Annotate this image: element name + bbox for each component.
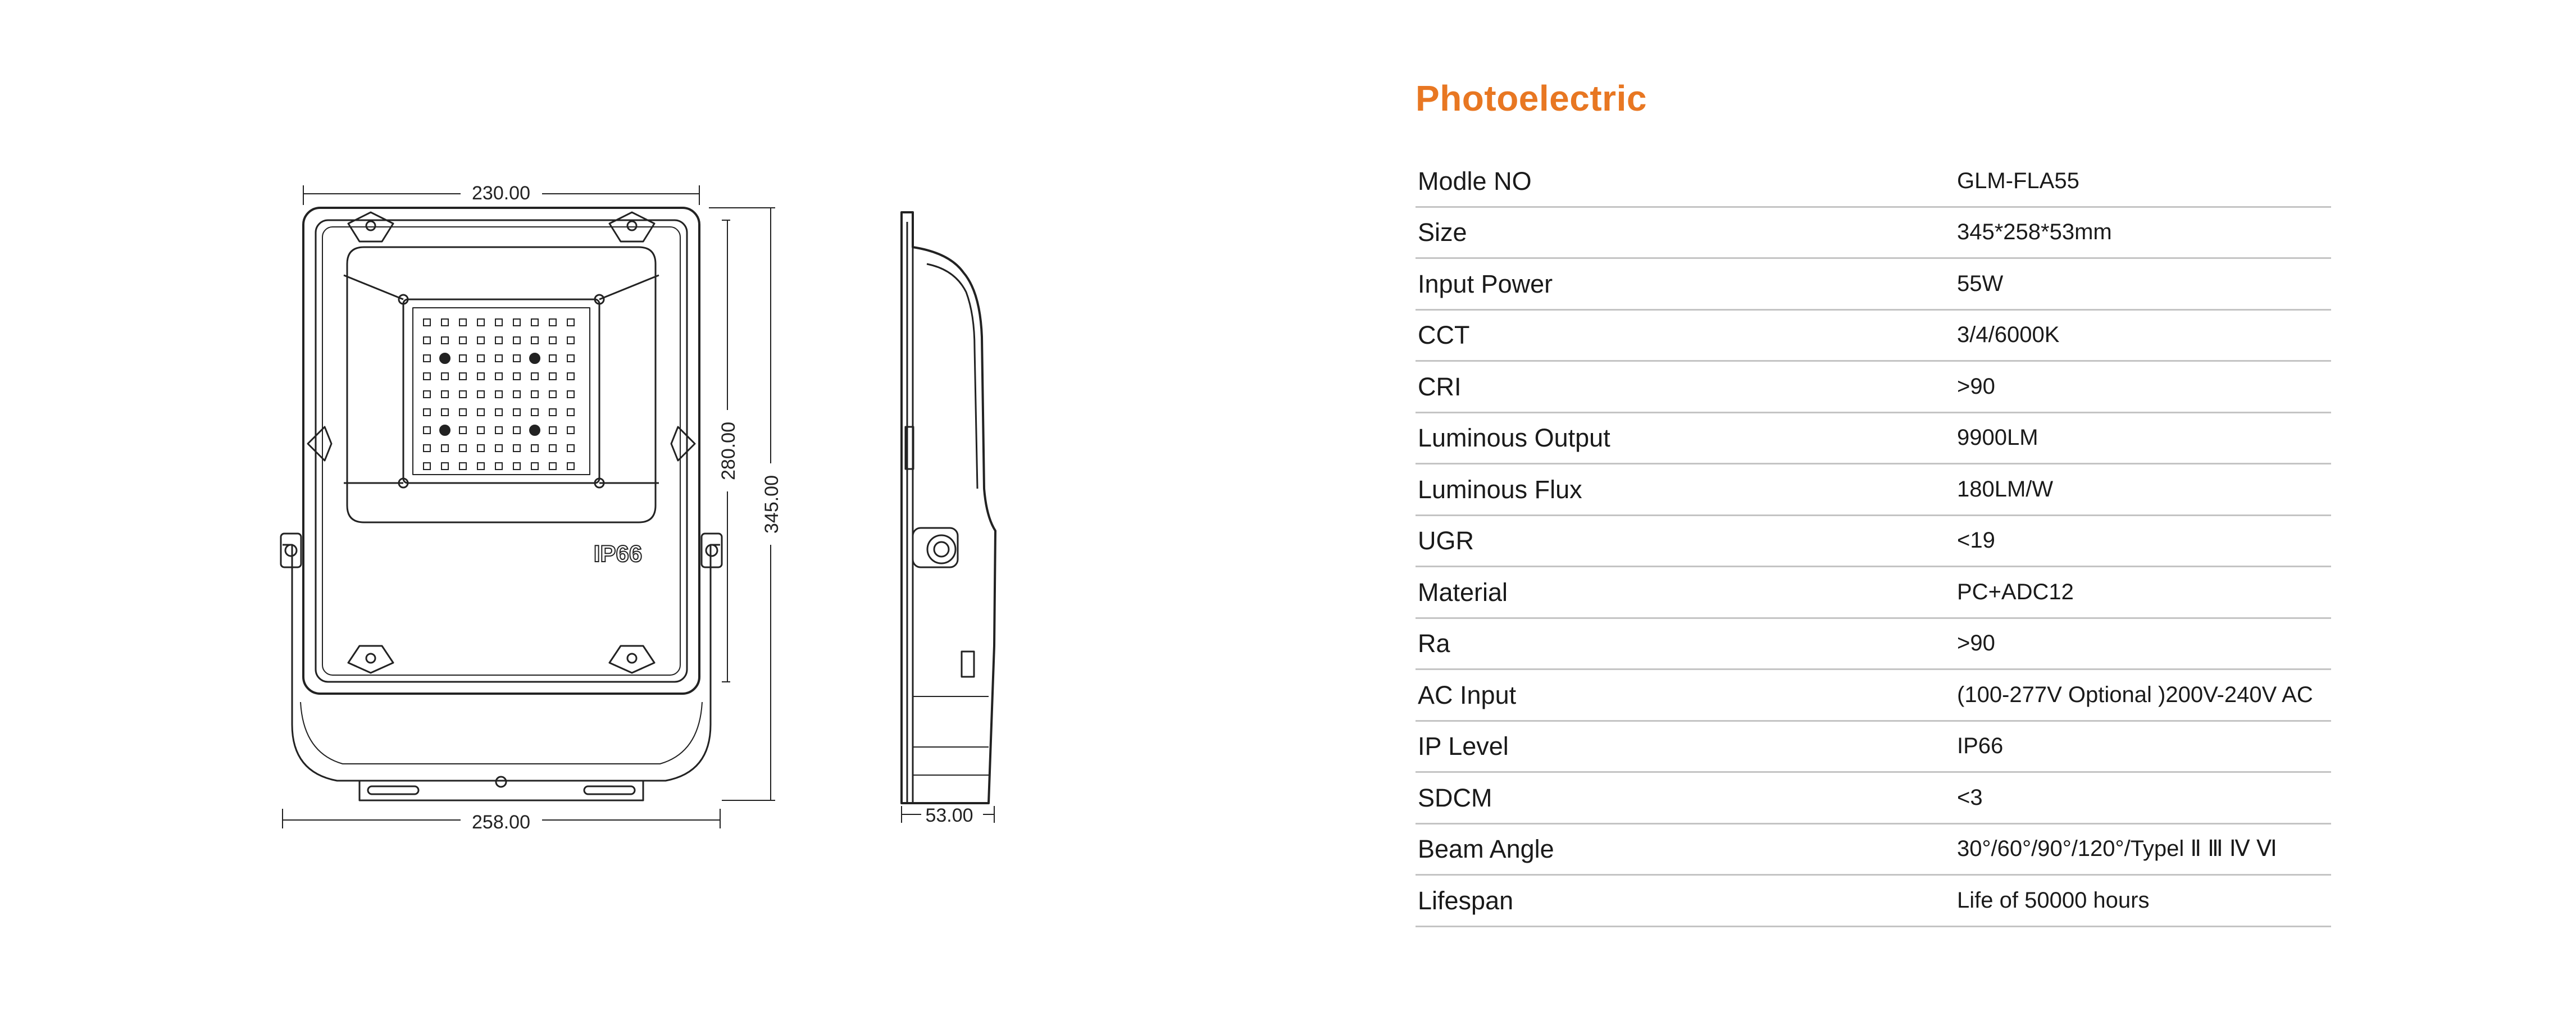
- spec-label: Beam Angle: [1418, 835, 1554, 863]
- spec-row-input-power: [1416, 259, 2331, 311]
- led-chip: [495, 337, 502, 344]
- led-chip: [477, 391, 484, 398]
- led-chip: [495, 319, 502, 326]
- led-chip: [424, 427, 430, 434]
- spec-label: Input Power: [1418, 269, 1553, 298]
- led-chip: [567, 409, 574, 416]
- led-chip: [549, 391, 556, 398]
- technical-drawing: [0, 0, 1123, 1034]
- led-emitter: [530, 353, 540, 363]
- spec-value: 180LM/W: [1957, 476, 2054, 502]
- led-chip: [531, 373, 538, 380]
- led-chip: [477, 319, 484, 326]
- dim-width-top: 230.00: [472, 183, 530, 204]
- led-chip: [549, 445, 556, 452]
- spec-value: <3: [1957, 785, 1983, 810]
- led-chip: [513, 391, 520, 398]
- led-chip: [459, 409, 466, 416]
- led-chip: [459, 373, 466, 380]
- led-chip: [477, 373, 484, 380]
- led-chip: [549, 427, 556, 434]
- spec-value: PC+ADC12: [1957, 579, 2074, 604]
- led-chip: [477, 427, 484, 434]
- spec-row-cct: [1416, 311, 2331, 362]
- led-chip: [477, 463, 484, 470]
- spec-value: 55W: [1957, 271, 2004, 296]
- dim-width-bottom: 258.00: [472, 812, 530, 833]
- spec-label: SDCM: [1418, 783, 1492, 812]
- spec-value: 345*258*53mm: [1957, 220, 2112, 244]
- spec-value: 3/4/6000K: [1957, 322, 2060, 347]
- spec-label: Luminous Output: [1418, 423, 1610, 452]
- led-chip: [424, 337, 430, 344]
- spec-row-ac-input: [1416, 670, 2331, 722]
- led-emitter: [530, 425, 540, 435]
- led-chip: [459, 463, 466, 470]
- led-chip: [442, 445, 448, 452]
- led-chip: [549, 319, 556, 326]
- spec-row-luminous-output: [1416, 413, 2331, 465]
- led-chip: [531, 463, 538, 470]
- spec-label: Modle NO: [1418, 166, 1532, 195]
- spec-row-ugr: [1416, 516, 2331, 568]
- spec-value: >90: [1957, 631, 1995, 655]
- led-emitter: [440, 353, 450, 363]
- led-chip: [549, 373, 556, 380]
- led-chip: [424, 391, 430, 398]
- led-chip: [495, 373, 502, 380]
- led-array: [424, 319, 574, 470]
- led-chip: [513, 319, 520, 326]
- spec-row-model: [1416, 156, 2331, 208]
- led-chip: [495, 445, 502, 452]
- led-chip: [442, 319, 448, 326]
- led-chip: [531, 391, 538, 398]
- spec-title: Photoelectric: [1416, 78, 1647, 119]
- led-chip: [549, 409, 556, 416]
- led-chip: [477, 409, 484, 416]
- spec-value: 30°/60°/90°/120°/Typel Ⅱ Ⅲ Ⅳ Ⅵ: [1957, 836, 2277, 861]
- spec-value: 9900LM: [1957, 425, 2038, 450]
- spec-value: (100-277V Optional )200V-240V AC: [1957, 682, 2313, 707]
- led-chip: [513, 463, 520, 470]
- led-chip: [424, 355, 430, 362]
- spec-label: AC Input: [1418, 680, 1517, 709]
- led-chip: [567, 373, 574, 380]
- spec-row-cri: [1416, 362, 2331, 413]
- spec-label: Ra: [1418, 629, 1450, 658]
- spec-row-luminous-flux: [1416, 464, 2331, 516]
- spec-value: IP66: [1957, 734, 2004, 758]
- spec-row-ip-level: [1416, 722, 2331, 773]
- led-chip: [459, 355, 466, 362]
- front-view: [281, 208, 722, 800]
- spec-row-sdcm: [1416, 773, 2331, 825]
- spec-value: <19: [1957, 528, 1995, 553]
- spec-value: Life of 50000 hours: [1957, 887, 2150, 913]
- dim-height-inner: 280.00: [718, 422, 739, 480]
- led-chip: [549, 355, 556, 362]
- spec-label: Lifespan: [1418, 886, 1514, 915]
- led-chip: [531, 409, 538, 416]
- led-chip: [567, 445, 574, 452]
- led-chip: [442, 373, 448, 380]
- led-chip: [513, 355, 520, 362]
- led-chip: [567, 319, 574, 326]
- spec-label: CCT: [1418, 321, 1470, 349]
- led-chip: [531, 445, 538, 452]
- led-chip: [459, 391, 466, 398]
- led-chip: [567, 355, 574, 362]
- led-chip: [424, 373, 430, 380]
- led-chip: [495, 355, 502, 362]
- led-chip: [442, 337, 448, 344]
- led-chip: [495, 409, 502, 416]
- dim-height-total: 345.00: [761, 475, 782, 534]
- led-chip: [459, 319, 466, 326]
- spec-row-size: [1416, 208, 2331, 259]
- ip-mark: IP66: [593, 540, 643, 567]
- led-chip: [549, 463, 556, 470]
- spec-value: >90: [1957, 373, 1995, 399]
- spec-row-lifespan: [1416, 876, 2331, 927]
- led-chip: [549, 337, 556, 344]
- spec-label: UGR: [1418, 526, 1474, 555]
- spec-label: Luminous Flux: [1418, 475, 1582, 504]
- spec-label: Material: [1418, 577, 1508, 607]
- led-emitter: [440, 425, 450, 435]
- led-chip: [477, 445, 484, 452]
- spec-row-ra: [1416, 619, 2331, 671]
- led-chip: [424, 445, 430, 452]
- led-chip: [477, 355, 484, 362]
- led-chip: [459, 445, 466, 452]
- led-chip: [567, 337, 574, 344]
- led-chip: [495, 391, 502, 398]
- led-chip: [424, 409, 430, 416]
- led-chip: [531, 319, 538, 326]
- led-chip: [442, 463, 448, 470]
- led-chip: [567, 463, 574, 470]
- led-chip: [513, 373, 520, 380]
- spec-label: Size: [1418, 218, 1467, 247]
- led-chip: [513, 427, 520, 434]
- led-chip: [567, 427, 574, 434]
- led-chip: [442, 409, 448, 416]
- spec-table: [1416, 156, 2331, 927]
- side-view: [902, 212, 995, 803]
- led-chip: [513, 445, 520, 452]
- led-chip: [424, 319, 430, 326]
- led-chip: [459, 337, 466, 344]
- spec-row-beam-angle: [1416, 825, 2331, 876]
- dim-depth: 53.00: [925, 805, 973, 826]
- spec-value: GLM-FLA55: [1957, 168, 2079, 193]
- led-chip: [513, 409, 520, 416]
- led-chip: [477, 337, 484, 344]
- led-chip: [567, 391, 574, 398]
- led-chip: [513, 337, 520, 344]
- spec-label: IP Level: [1418, 732, 1509, 760]
- spec-row-material: [1416, 567, 2331, 619]
- led-chip: [424, 463, 430, 470]
- led-chip: [531, 337, 538, 344]
- led-chip: [495, 463, 502, 470]
- spec-label: CRI: [1418, 372, 1462, 401]
- led-chip: [442, 391, 448, 398]
- led-chip: [459, 427, 466, 434]
- led-chip: [495, 427, 502, 434]
